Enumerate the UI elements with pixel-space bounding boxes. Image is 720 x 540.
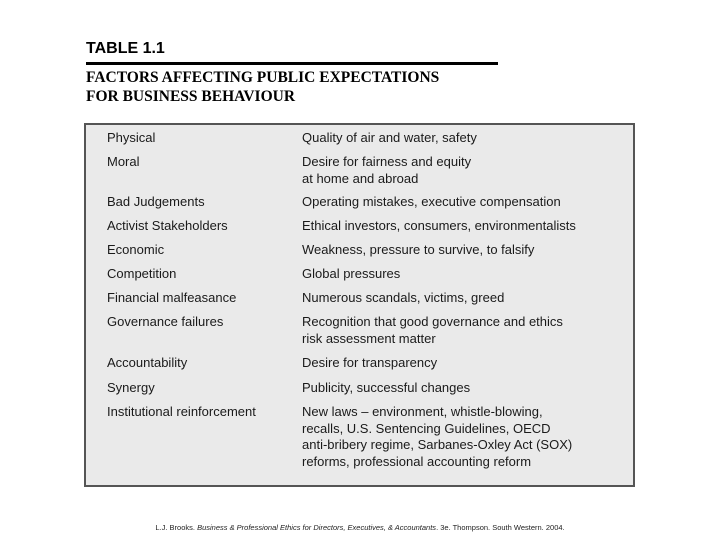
factor-cell: Bad Judgements [107, 194, 205, 209]
title-line-1: FACTORS AFFECTING PUBLIC EXPECTATIONS [86, 69, 440, 86]
description-cell: Desire for transparency [302, 355, 438, 370]
description-cell: Ethical investors, consumers, environmentalists [302, 218, 576, 233]
citation-work: Business & Professional Ethics for Directors, Executives, & Accountants [197, 523, 437, 532]
description-cell: Quality of air and water, safety [302, 130, 477, 145]
description-cell: New laws – environment, whistle-blowing, recalls, U.S. Sentencing Guidelines, OECD anti-bribery regime, Sarbanes-Oxley Act (SOX) reforms, professional accounting reform [302, 404, 573, 469]
table-number: TABLE 1.1 [86, 40, 165, 57]
factor-cell: Synergy [107, 380, 155, 395]
description-cell: Recognition that good governance and ethics risk assessment matter [302, 314, 563, 346]
factor-cell: Competition [107, 266, 177, 281]
description-cell: Operating mistakes, executive compensation [302, 194, 561, 209]
factor-cell: Physical [107, 130, 156, 145]
title-rule [86, 62, 498, 65]
factor-cell: Moral [107, 154, 140, 169]
description-cell: Weakness, pressure to survive, to falsify [302, 242, 535, 257]
factor-cell: Activist Stakeholders [107, 218, 228, 233]
factor-cell: Accountability [107, 355, 188, 370]
factor-cell: Governance failures [107, 314, 224, 329]
description-cell: Numerous scandals, victims, greed [302, 290, 505, 305]
factor-cell: Economic [107, 242, 165, 257]
title-line-2: FOR BUSINESS BEHAVIOUR [86, 88, 296, 105]
citation-details: . 3e. Thompson. South Western. 2004. [436, 523, 565, 532]
description-cell: Desire for fairness and equity at home and abroad [302, 154, 472, 186]
source-citation [0, 523, 720, 532]
table-title [86, 68, 546, 106]
citation-author: L.J. Brooks. [155, 523, 195, 532]
factor-cell: Institutional reinforcement [107, 404, 256, 419]
factors-table [84, 123, 635, 487]
description-cell: Global pressures [302, 266, 401, 281]
factor-cell: Financial malfeasance [107, 290, 237, 305]
description-cell: Publicity, successful changes [302, 380, 471, 395]
